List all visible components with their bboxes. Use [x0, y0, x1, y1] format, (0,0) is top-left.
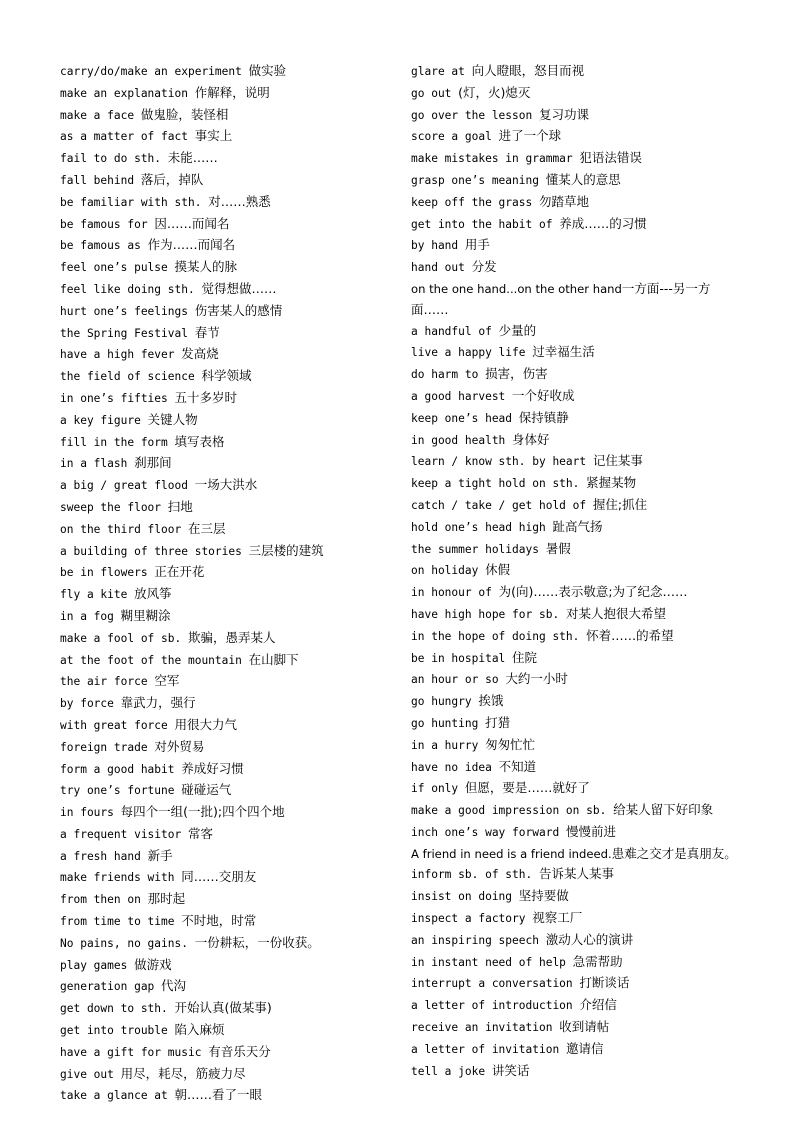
phrase-english: go out — [411, 86, 452, 100]
phrase-chinese: 扫地 — [167, 498, 193, 514]
phrase-entry — [411, 235, 741, 257]
phrase-entry — [60, 1020, 398, 1042]
phrase-english: fail to do sth. — [60, 152, 162, 166]
phrase-entry — [60, 453, 398, 475]
phrase-entry — [60, 780, 398, 802]
phrase-english: grasp one’s meaning — [411, 173, 539, 187]
phrase-english: the Spring Festival — [60, 326, 188, 340]
phrase-chinese: 大约一小时 — [505, 671, 568, 687]
phrase-chinese: 紧握某物 — [586, 475, 637, 491]
phrase-entry — [411, 473, 741, 495]
phrase-english: on the one hand...on the other hand — [411, 281, 622, 296]
phrase-entry — [60, 257, 398, 279]
phrase-english: a key figure — [60, 413, 141, 427]
phrase-chinese: 给某人留下好印象 — [613, 802, 714, 818]
phrase-entry — [60, 846, 398, 868]
phrase-chinese: 养成……的习惯 — [559, 215, 647, 231]
phrase-entry — [411, 342, 741, 364]
phrase-chinese: 犯语法错误 — [579, 150, 642, 166]
phrase-chinese: 因……而闻名 — [154, 215, 230, 231]
phrase-english: in a hurry — [411, 738, 479, 752]
phrase-english: have a high fever — [60, 348, 175, 362]
phrase-entry — [411, 800, 741, 822]
phrase-entry — [60, 475, 398, 497]
phrase-entry — [411, 604, 741, 626]
phrase-entry — [60, 562, 398, 584]
phrase-entry — [411, 430, 741, 452]
phrase-entry — [60, 737, 398, 759]
right-column — [411, 61, 741, 1082]
phrase-entry — [60, 432, 398, 454]
phrase-english: fly a kite — [60, 588, 128, 602]
phrase-chinese: (灯，火)熄灭 — [458, 84, 531, 100]
phrase-chinese: 那时起 — [147, 891, 186, 907]
phrase-english: an hour or so — [411, 673, 499, 687]
phrase-english: the field of science — [60, 370, 195, 384]
phrase-english: No pains, no gains. — [60, 936, 188, 950]
left-column — [60, 61, 398, 1107]
phrase-english: in honour of — [411, 586, 492, 600]
phrase-entry — [60, 323, 398, 345]
phrase-chinese: 讲笑话 — [491, 1062, 530, 1078]
phrase-chinese: 碰碰运气 — [181, 782, 232, 798]
phrase-chinese: 养成好习惯 — [181, 760, 244, 776]
phrase-english: take a glance at — [60, 1089, 168, 1103]
phrase-chinese: 关键人物 — [147, 411, 198, 427]
phrase-chinese: 少量的 — [498, 322, 537, 338]
phrase-english: hand out — [411, 261, 465, 275]
phrase-entry — [411, 952, 741, 974]
phrase-english: get into the habit of — [411, 217, 553, 231]
phrase-english: a big / great flood — [60, 479, 188, 493]
phrase-entry — [60, 410, 398, 432]
phrase-chinese: 放风筝 — [134, 586, 172, 602]
phrase-chinese: 但愿，要是……就好了 — [464, 780, 590, 796]
phrase-chinese: 在山脚下 — [248, 651, 299, 667]
phrase-english: catch / take / get hold of — [411, 498, 587, 512]
phrase-entry — [411, 1039, 741, 1061]
phrase-english: tell a joke — [411, 1064, 486, 1078]
phrase-chinese: 事实上 — [194, 128, 233, 144]
phrase-english: go over the lesson — [411, 108, 533, 122]
phrase-entry — [411, 713, 741, 735]
phrase-english: in the hope of doing sth. — [411, 629, 580, 643]
phrase-chinese: 懂某人的意思 — [545, 171, 621, 187]
phrase-chinese: 一方面---另一方面…… — [411, 280, 711, 317]
phrase-entry — [411, 170, 741, 192]
phrase-english: inform sb. of sth. — [411, 868, 533, 882]
phrase-entry — [411, 192, 741, 214]
phrase-chinese: 怀着……的希望 — [586, 627, 674, 643]
phrase-entry — [411, 279, 741, 321]
phrase-chinese: 握住;抓住 — [592, 496, 648, 512]
phrase-entry — [60, 759, 398, 781]
phrase-chinese: 一场大洪水 — [194, 477, 258, 493]
phrase-chinese: 做鬼脸，装怪相 — [140, 106, 229, 122]
phrase-entry — [60, 541, 398, 563]
phrase-english: inch one’s way forward — [411, 825, 560, 839]
phrase-chinese: 过幸福生活 — [532, 344, 595, 360]
phrase-english: a fresh hand — [60, 849, 141, 863]
phrase-entry — [411, 930, 741, 952]
phrase-chinese: 发高烧 — [181, 346, 219, 362]
phrase-chinese: 用手 — [464, 237, 490, 253]
phrase-entry — [411, 321, 741, 343]
phrase-english: in fours — [60, 806, 114, 820]
phrase-entry — [411, 451, 741, 473]
phrase-english: keep off the grass — [411, 195, 533, 209]
phrase-entry — [411, 83, 741, 105]
phrase-english: insist on doing — [411, 890, 513, 904]
phrase-chinese: 复习功课 — [539, 106, 590, 122]
phrase-chinese: 为(向)……表示敬意;为了纪念…… — [498, 584, 688, 600]
phrase-entry — [60, 497, 398, 519]
phrase-english: be in hospital — [411, 651, 506, 665]
phrase-chinese: 觉得想做…… — [201, 280, 277, 296]
phrase-english: keep a tight hold on sth. — [411, 477, 580, 491]
phrase-entry — [411, 1061, 741, 1083]
phrase-english: in good health — [411, 433, 506, 447]
phrase-chinese: 新手 — [147, 847, 173, 863]
phrase-entry — [411, 386, 741, 408]
phrase-english: a good harvest — [411, 389, 506, 403]
phrase-chinese: 患难之交才是真朋友。 — [611, 845, 737, 861]
phrase-chinese: 一个好收成 — [512, 387, 575, 403]
phrase-chinese: 挨饿 — [478, 693, 504, 709]
phrase-chinese: 住院 — [512, 649, 538, 665]
phrase-english: go hungry — [411, 695, 472, 709]
phrase-entry — [411, 691, 741, 713]
phrase-chinese: 正在开花 — [154, 564, 205, 580]
phrase-chinese: 保持镇静 — [518, 409, 569, 425]
phrase-chinese: 急需帮助 — [572, 953, 623, 969]
phrase-english: foreign trade — [60, 740, 148, 754]
phrase-chinese: 作解释，说明 — [194, 84, 270, 100]
phrase-english: a frequent visitor — [60, 827, 182, 841]
phrase-chinese: 做游戏 — [134, 956, 172, 972]
phrase-english: from time to time — [60, 915, 175, 929]
phrase-chinese: 开始认真(做某事) — [174, 1000, 272, 1016]
phrase-entry — [60, 628, 398, 650]
phrase-english: in a fog — [60, 609, 114, 623]
phrase-english: a letter of introduction — [411, 999, 573, 1013]
phrase-entry — [60, 671, 398, 693]
phrase-entry — [411, 364, 741, 386]
phrase-entry — [60, 279, 398, 301]
phrase-entry — [60, 976, 398, 998]
phrase-english: in one’s fifties — [60, 391, 168, 405]
phrase-chinese: 代沟 — [161, 978, 187, 994]
phrase-chinese: 匆匆忙忙 — [485, 736, 536, 752]
phrase-chinese: 常客 — [188, 825, 214, 841]
phrase-chinese: 一份耕耘，一份收获。 — [194, 934, 320, 950]
phrase-entry — [411, 908, 741, 930]
phrase-chinese: 摸某人的脉 — [174, 259, 238, 275]
phrase-entry — [411, 626, 741, 648]
phrase-chinese: 慢慢前进 — [565, 823, 616, 839]
phrase-english: get into trouble — [60, 1024, 168, 1038]
phrase-chinese: 邀请信 — [565, 1040, 604, 1056]
phrase-entry — [411, 735, 741, 757]
phrase-entry — [60, 933, 398, 955]
phrase-entry — [60, 105, 398, 127]
phrase-english: make a good impression on sb. — [411, 804, 607, 818]
phrase-entry — [411, 1017, 741, 1039]
phrase-english: generation gap — [60, 980, 155, 994]
phrase-entry — [411, 560, 741, 582]
phrase-chinese: 对某人抱很大希望 — [565, 605, 666, 621]
phrase-english: give out — [60, 1067, 114, 1081]
phrase-english: hurt one’s feelings — [60, 304, 188, 318]
phrase-chinese: 落后，掉队 — [140, 171, 204, 187]
phrase-entry — [60, 519, 398, 541]
phrase-entry — [411, 105, 741, 127]
phrase-chinese: 损害，伤害 — [485, 366, 548, 382]
phrase-chinese: 不知道 — [498, 758, 537, 774]
phrase-chinese: 对外贸易 — [154, 738, 205, 754]
phrase-chinese: 激动人心的演讲 — [545, 931, 634, 947]
phrase-entry — [60, 650, 398, 672]
phrase-entry — [60, 214, 398, 236]
phrase-english: from then on — [60, 893, 141, 907]
phrase-entry — [60, 301, 398, 323]
phrase-chinese: 五十多岁时 — [174, 389, 238, 405]
phrase-chinese: 同……交朋友 — [181, 869, 257, 885]
phrase-entry — [60, 388, 398, 410]
phrase-entry — [411, 148, 741, 170]
phrase-english: at the foot of the mountain — [60, 653, 242, 667]
phrase-entry — [411, 973, 741, 995]
phrase-english: play games — [60, 958, 128, 972]
phrase-chinese: 介绍信 — [579, 997, 617, 1013]
phrase-english: interrupt a conversation — [411, 977, 573, 991]
phrase-english: inspect a factory — [411, 912, 526, 926]
phrase-chinese: 用尽，耗尽，筋疲力尽 — [120, 1065, 246, 1081]
phrase-english: by hand — [411, 239, 459, 253]
phrase-entry — [411, 539, 741, 561]
phrase-entry — [411, 648, 741, 670]
phrase-english: be in flowers — [60, 566, 148, 580]
phrase-english: with great force — [60, 718, 168, 732]
phrase-english: A friend in need is a friend indeed. — [411, 846, 612, 861]
phrase-chinese: 春节 — [194, 324, 220, 340]
phrase-english: try one’s fortune — [60, 784, 175, 798]
phrase-entry — [60, 1064, 398, 1086]
phrase-english: carry/do/make an experiment — [60, 65, 242, 78]
phrase-entry — [60, 344, 398, 366]
phrase-entry — [411, 257, 741, 279]
phrase-chinese: 朝……看了一眼 — [174, 1087, 263, 1103]
phrase-english: the air force — [60, 675, 148, 689]
phrase-chinese: 进了一个球 — [498, 128, 562, 144]
phrase-entry — [60, 889, 398, 911]
phrase-entry — [60, 693, 398, 715]
phrase-english: glare at — [411, 65, 465, 78]
phrase-english: feel like doing sth. — [60, 282, 195, 296]
phrase-chinese: 收到请帖 — [559, 1019, 610, 1035]
phrase-entry — [60, 715, 398, 737]
phrase-entry — [411, 886, 741, 908]
phrase-chinese: 打断谈话 — [579, 975, 630, 991]
phrase-english: the summer holidays — [411, 542, 539, 556]
phrase-english: make an explanation — [60, 86, 188, 100]
phrase-chinese: 有音乐天分 — [208, 1043, 271, 1059]
phrase-entry — [60, 126, 398, 148]
phrase-chinese: 每四个一组(一批);四个四个地 — [120, 804, 285, 820]
phrase-english: get down to sth. — [60, 1002, 168, 1016]
phrase-english: fill in the form — [60, 435, 168, 449]
phrase-entry — [60, 83, 398, 105]
phrase-english: live a happy life — [411, 346, 526, 360]
phrase-english: form a good habit — [60, 762, 175, 776]
phrase-entry — [411, 822, 741, 844]
phrase-chinese: 未能…… — [167, 150, 218, 166]
phrase-english: learn / know sth. by heart — [411, 455, 587, 469]
phrase-entry — [60, 61, 398, 83]
phrase-english: make a face — [60, 108, 135, 122]
phrase-chinese: 视察工厂 — [532, 910, 583, 926]
phrase-english: as a matter of fact — [60, 130, 188, 144]
phrase-chinese: 科学领域 — [201, 368, 252, 384]
phrase-english: go hunting — [411, 716, 479, 730]
phrase-entry — [60, 148, 398, 170]
phrase-entry — [411, 214, 741, 236]
phrase-entry — [60, 911, 398, 933]
phrase-entry — [411, 778, 741, 800]
phrase-entry — [411, 669, 741, 691]
phrase-chinese: 勿踏草地 — [539, 193, 590, 209]
phrase-entry — [411, 126, 741, 148]
phrase-chinese: 记住某事 — [592, 453, 643, 469]
phrase-english: make mistakes in grammar — [411, 152, 573, 166]
phrase-entry — [60, 584, 398, 606]
phrase-english: if only — [411, 782, 459, 796]
phrase-english: sweep the floor — [60, 500, 162, 514]
phrase-chinese: 分发 — [471, 259, 497, 275]
phrase-english: a building of three stories — [60, 544, 242, 558]
phrase-english: score a goal — [411, 130, 492, 144]
phrase-entry — [411, 757, 741, 779]
phrase-english: in a flash — [60, 457, 128, 471]
phrase-chinese: 作为……而闻名 — [147, 237, 236, 253]
phrase-entry — [411, 495, 741, 517]
phrase-entry — [60, 824, 398, 846]
phrase-entry — [60, 1042, 398, 1064]
phrase-english: make a fool of sb. — [60, 631, 182, 645]
phrase-chinese: 欺骗，愚弄某人 — [188, 629, 276, 645]
phrase-chinese: 靠武力，强行 — [120, 695, 196, 711]
phrase-entry — [60, 192, 398, 214]
phrase-chinese: 用很大力气 — [174, 716, 238, 732]
phrase-chinese: 告诉某人某事 — [539, 866, 615, 882]
phrase-english: an inspiring speech — [411, 933, 539, 947]
phrase-chinese: 陷入麻烦 — [174, 1022, 225, 1038]
phrase-english: hold one’s head high — [411, 520, 546, 534]
phrase-english: in instant need of help — [411, 955, 566, 969]
phrase-chinese: 做实验 — [248, 63, 287, 78]
phrase-english: fall behind — [60, 173, 135, 187]
phrase-english: on holiday — [411, 564, 479, 578]
phrase-entry — [60, 955, 398, 977]
phrase-english: feel one’s pulse — [60, 261, 168, 275]
phrase-entry — [411, 995, 741, 1017]
phrase-chinese: 身体好 — [512, 431, 550, 447]
phrase-entry — [60, 867, 398, 889]
phrase-chinese: 三层楼的建筑 — [248, 542, 324, 558]
phrase-chinese: 向人瞪眼，怒目而视 — [471, 63, 585, 78]
phrase-entry — [411, 517, 741, 539]
phrase-chinese: 不时地，时常 — [181, 913, 257, 929]
phrase-english: be famous as — [60, 239, 141, 253]
phrase-chinese: 休假 — [485, 562, 511, 578]
phrase-chinese: 打猎 — [485, 714, 511, 730]
phrase-chinese: 糊里糊涂 — [120, 607, 171, 623]
phrase-chinese: 填写表格 — [174, 433, 225, 449]
phrase-english: have no idea — [411, 760, 492, 774]
phrase-english: a handful of — [411, 324, 492, 338]
phrase-entry — [411, 864, 741, 886]
phrase-entry — [411, 844, 741, 865]
phrase-english: be famous for — [60, 217, 148, 231]
phrase-chinese: 暑假 — [545, 540, 571, 556]
phrase-entry — [60, 170, 398, 192]
phrase-chinese: 伤害某人的感情 — [194, 302, 283, 318]
phrase-chinese: 趾高气扬 — [552, 518, 603, 534]
phrase-chinese: 对……熟悉 — [208, 193, 271, 209]
phrase-entry — [411, 61, 741, 83]
phrase-english: do harm to — [411, 368, 479, 382]
phrase-entry — [60, 606, 398, 628]
phrase-entry — [411, 582, 741, 604]
phrase-entry — [60, 366, 398, 388]
phrase-entry — [60, 802, 398, 824]
phrase-english: have high hope for sb. — [411, 607, 560, 621]
phrase-english: make friends with — [60, 871, 175, 885]
phrase-english: receive an invitation — [411, 1021, 553, 1035]
phrase-entry — [411, 408, 741, 430]
phrase-chinese: 刹那间 — [134, 455, 172, 471]
phrase-english: by force — [60, 697, 114, 711]
phrase-entry — [60, 998, 398, 1020]
phrase-chinese: 在三层 — [188, 520, 226, 536]
phrase-chinese: 空军 — [154, 673, 180, 689]
phrase-english: on the third floor — [60, 522, 182, 536]
phrase-chinese: 坚持要做 — [518, 888, 569, 904]
phrase-english: keep one’s head — [411, 411, 513, 425]
phrase-english: be familiar with sth. — [60, 195, 202, 209]
phrase-english: have a gift for music — [60, 1045, 202, 1059]
phrase-entry — [60, 1085, 398, 1107]
phrase-english: a letter of invitation — [411, 1042, 560, 1056]
phrase-entry — [60, 235, 398, 257]
